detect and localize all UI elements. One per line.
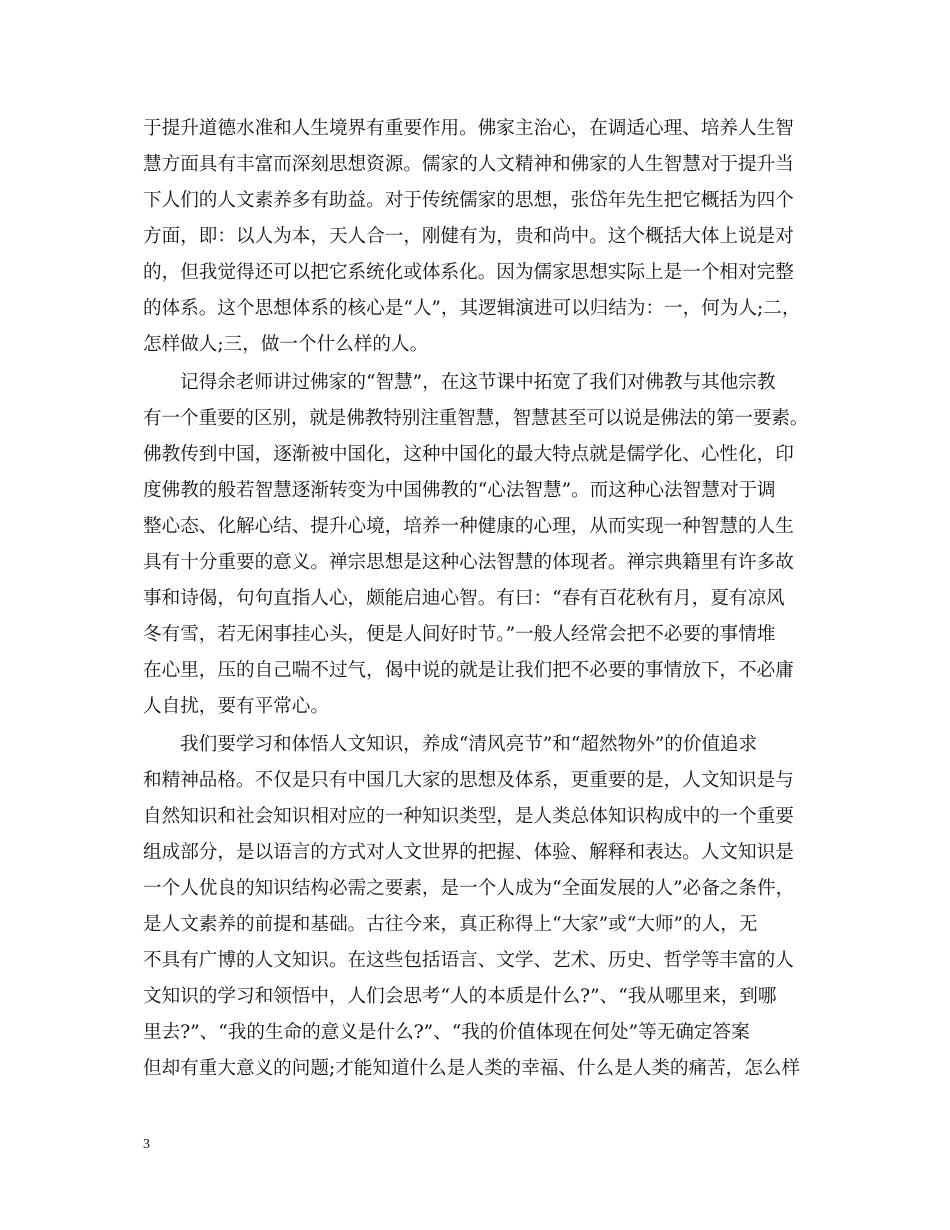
text-line: 慧方面具有丰富而深刻思想资源。儒家的人文精神和佛家的人生智慧对于提升当 (143, 154, 794, 175)
text-line: 在心里，压的自己喘不过气，偈中说的就是让我们把不必要的事情放下，不必庸 (143, 660, 794, 681)
text-line: 里去?”、“我的生命的意义是什么?”、“我的价值体现在何处”等无确定答案 (143, 1022, 750, 1043)
text-line: 整心态、化解心结、提升心境，培养一种健康的心理，从而实现一种智慧的人生 (143, 516, 794, 537)
paragraph-first-line: 我们要学习和体悟人文知识，养成“清风亮节”和“超然物外”的价值追求 (180, 734, 758, 755)
text-line: 的体系。这个思想体系的核心是“人”，其逻辑演进可以归结为：一，何为人;二， (143, 298, 801, 319)
text-line: 一个人优良的知识结构必需之要素，是一个人成为“全面发展的人”必备之条件， (143, 878, 795, 899)
text-line: 人自扰，要有平常心。 (143, 696, 329, 717)
text-line: 事和诗偈，句句直指人心，颇能启迪心智。有曰：“春有百花秋有月，夏有凉风 (143, 588, 785, 609)
text-line: 度佛教的般若智慧逐渐转变为中国佛教的“心法智慧”。而这种心法智慧对于调 (143, 480, 776, 501)
text-line: 具有十分重要的意义。禅宗思想是这种心法智慧的体现者。禅宗典籍里有许多故 (143, 552, 794, 573)
text-line: 下人们的人文素养多有助益。对于传统儒家的思想，张岱年先生把它概括为四个 (143, 190, 794, 211)
text-line: 怎样做人;三，做一个什么样的人。 (143, 334, 429, 355)
text-line: 冬有雪，若无闲事挂心头，便是人间好时节。”一般人经常会把不必要的事情堆 (143, 624, 776, 645)
page-number: 3 (143, 1137, 150, 1152)
text-line: 和精神品格。不仅是只有中国几大家的思想及体系，更重要的是，人文知识是与 (143, 770, 794, 791)
text-line: 于提升道德水准和人生境界有重要作用。佛家主治心，在调适心理、培养人生智 (143, 118, 794, 139)
text-line: 的，但我觉得还可以把它系统化或体系化。因为儒家思想实际上是一个相对完整 (143, 262, 794, 283)
text-line: 有一个重要的区别，就是佛教特别注重智慧，智慧甚至可以说是佛法的第一要素。 (143, 408, 809, 429)
text-line: 佛教传到中国，逐渐被中国化，这种中国化的最大特点就是儒学化、心性化，印 (143, 444, 794, 465)
text-line: 方面，即：以人为本，天人合一，刚健有为，贵和尚中。这个概括大体上说是对 (143, 226, 794, 247)
text-line: 但却有重大意义的问题;才能知道什么是人类的幸福、什么是人类的痛苦，怎么样 (143, 1058, 801, 1079)
text-line: 自然知识和社会知识相对应的一种知识类型，是人类总体知识构成中的一个重要 (143, 806, 794, 827)
text-line: 是人文素养的前提和基础。古往今来，真正称得上“大家”或“大师”的人，无 (143, 914, 758, 935)
text-line: 组成部分，是以语言的方式对人文世界的把握、体验、解释和表达。人文知识是 (143, 842, 794, 863)
text-line: 文知识的学习和领悟中，人们会思考“人的本质是什么?”、“我从哪里来，到哪 (143, 986, 777, 1007)
paragraph-first-line: 记得余老师讲过佛家的“智慧”，在这节课中拓宽了我们对佛教与其他宗教 (180, 372, 776, 393)
text-line: 不具有广博的人文知识。在这些包括语言、文学、艺术、历史、哲学等丰富的人 (143, 950, 794, 971)
